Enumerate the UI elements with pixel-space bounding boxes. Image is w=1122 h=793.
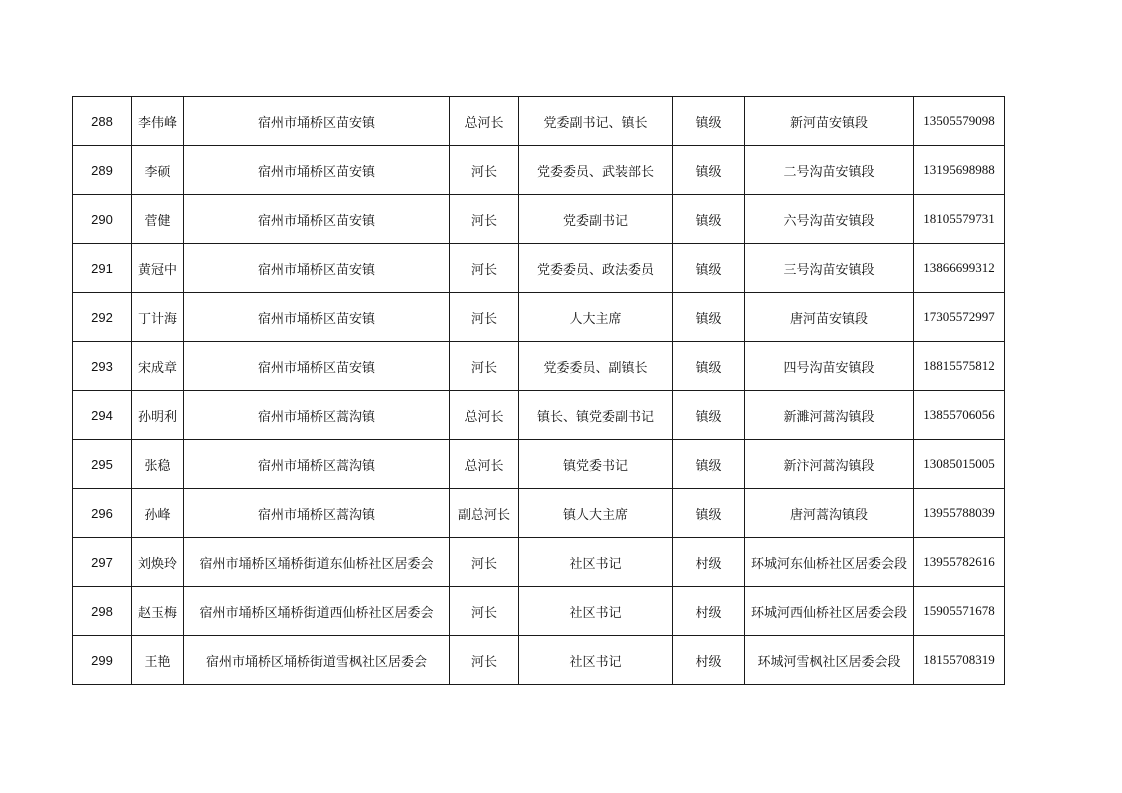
post-cell: 社区书记 [519, 636, 673, 685]
role-cell: 河长 [450, 293, 519, 342]
table-row [73, 489, 1005, 538]
river-section-cell: 新汴河蒿沟镇段 [745, 440, 914, 489]
name-cell: 刘焕玲 [132, 538, 184, 587]
table-row [73, 587, 1005, 636]
unit-cell: 宿州市埇桥区苗安镇 [184, 244, 450, 293]
phone-cell: 17305572997 [914, 293, 1005, 342]
phone-cell: 13866699312 [914, 244, 1005, 293]
unit-cell: 宿州市埇桥区蒿沟镇 [184, 440, 450, 489]
level-cell: 镇级 [673, 342, 745, 391]
name-cell: 赵玉梅 [132, 587, 184, 636]
name-cell: 张稳 [132, 440, 184, 489]
river-section-cell: 三号沟苗安镇段 [745, 244, 914, 293]
role-cell: 总河长 [450, 97, 519, 146]
level-cell: 镇级 [673, 146, 745, 195]
phone-cell: 13195698988 [914, 146, 1005, 195]
name-cell: 王艳 [132, 636, 184, 685]
level-cell: 镇级 [673, 244, 745, 293]
phone-cell: 18155708319 [914, 636, 1005, 685]
unit-cell: 宿州市埇桥区蒿沟镇 [184, 489, 450, 538]
post-cell: 党委委员、政法委员 [519, 244, 673, 293]
role-cell: 副总河长 [450, 489, 519, 538]
name-cell: 李伟峰 [132, 97, 184, 146]
phone-cell: 13855706056 [914, 391, 1005, 440]
name-cell: 孙明利 [132, 391, 184, 440]
row-number-cell: 290 [73, 195, 132, 244]
role-cell: 河长 [450, 538, 519, 587]
table-row [73, 244, 1005, 293]
table-row [73, 195, 1005, 244]
river-section-cell: 六号沟苗安镇段 [745, 195, 914, 244]
river-section-cell: 环城河东仙桥社区居委会段 [745, 538, 914, 587]
name-cell: 黄冠中 [132, 244, 184, 293]
level-cell: 村级 [673, 587, 745, 636]
unit-cell: 宿州市埇桥区苗安镇 [184, 195, 450, 244]
phone-cell: 18105579731 [914, 195, 1005, 244]
river-section-cell: 新河苗安镇段 [745, 97, 914, 146]
river-section-cell: 环城河雪枫社区居委会段 [745, 636, 914, 685]
role-cell: 河长 [450, 244, 519, 293]
row-number-cell: 289 [73, 146, 132, 195]
phone-cell: 13955788039 [914, 489, 1005, 538]
row-number-cell: 296 [73, 489, 132, 538]
unit-cell: 宿州市埇桥区苗安镇 [184, 293, 450, 342]
table-row [73, 342, 1005, 391]
name-cell: 李硕 [132, 146, 184, 195]
table-row [73, 391, 1005, 440]
post-cell: 镇人大主席 [519, 489, 673, 538]
role-cell: 河长 [450, 636, 519, 685]
table-row [73, 538, 1005, 587]
row-number-cell: 291 [73, 244, 132, 293]
phone-cell: 15905571678 [914, 587, 1005, 636]
name-cell: 宋成章 [132, 342, 184, 391]
role-cell: 河长 [450, 146, 519, 195]
river-chief-table [72, 96, 1005, 685]
level-cell: 镇级 [673, 489, 745, 538]
role-cell: 河长 [450, 587, 519, 636]
post-cell: 党委副书记 [519, 195, 673, 244]
level-cell: 村级 [673, 636, 745, 685]
role-cell: 河长 [450, 342, 519, 391]
role-cell: 河长 [450, 195, 519, 244]
level-cell: 镇级 [673, 391, 745, 440]
unit-cell: 宿州市埇桥区苗安镇 [184, 342, 450, 391]
row-number-cell: 292 [73, 293, 132, 342]
phone-cell: 13085015005 [914, 440, 1005, 489]
unit-cell: 宿州市埇桥区苗安镇 [184, 97, 450, 146]
table-row [73, 636, 1005, 685]
unit-cell: 宿州市埇桥区埇桥街道西仙桥社区居委会 [184, 587, 450, 636]
post-cell: 镇党委书记 [519, 440, 673, 489]
unit-cell: 宿州市埇桥区苗安镇 [184, 146, 450, 195]
post-cell: 镇长、镇党委副书记 [519, 391, 673, 440]
level-cell: 镇级 [673, 293, 745, 342]
level-cell: 村级 [673, 538, 745, 587]
post-cell: 社区书记 [519, 538, 673, 587]
river-section-cell: 唐河蒿沟镇段 [745, 489, 914, 538]
phone-cell: 13955782616 [914, 538, 1005, 587]
post-cell: 人大主席 [519, 293, 673, 342]
unit-cell: 宿州市埇桥区埇桥街道雪枫社区居委会 [184, 636, 450, 685]
river-section-cell: 新濉河蒿沟镇段 [745, 391, 914, 440]
phone-cell: 13505579098 [914, 97, 1005, 146]
name-cell: 孙峰 [132, 489, 184, 538]
name-cell: 菅健 [132, 195, 184, 244]
row-number-cell: 294 [73, 391, 132, 440]
level-cell: 镇级 [673, 440, 745, 489]
river-section-cell: 环城河西仙桥社区居委会段 [745, 587, 914, 636]
row-number-cell: 298 [73, 587, 132, 636]
level-cell: 镇级 [673, 97, 745, 146]
post-cell: 党委委员、武装部长 [519, 146, 673, 195]
row-number-cell: 288 [73, 97, 132, 146]
post-cell: 党委委员、副镇长 [519, 342, 673, 391]
river-section-cell: 二号沟苗安镇段 [745, 146, 914, 195]
role-cell: 总河长 [450, 440, 519, 489]
river-section-cell: 唐河苗安镇段 [745, 293, 914, 342]
phone-cell: 18815575812 [914, 342, 1005, 391]
post-cell: 党委副书记、镇长 [519, 97, 673, 146]
table-row [73, 293, 1005, 342]
role-cell: 总河长 [450, 391, 519, 440]
row-number-cell: 297 [73, 538, 132, 587]
level-cell: 镇级 [673, 195, 745, 244]
post-cell: 社区书记 [519, 587, 673, 636]
table-row [73, 146, 1005, 195]
table-row [73, 97, 1005, 146]
river-section-cell: 四号沟苗安镇段 [745, 342, 914, 391]
table-body [73, 97, 1005, 685]
name-cell: 丁计海 [132, 293, 184, 342]
row-number-cell: 295 [73, 440, 132, 489]
table-row [73, 440, 1005, 489]
unit-cell: 宿州市埇桥区蒿沟镇 [184, 391, 450, 440]
unit-cell: 宿州市埇桥区埇桥街道东仙桥社区居委会 [184, 538, 450, 587]
row-number-cell: 299 [73, 636, 132, 685]
row-number-cell: 293 [73, 342, 132, 391]
